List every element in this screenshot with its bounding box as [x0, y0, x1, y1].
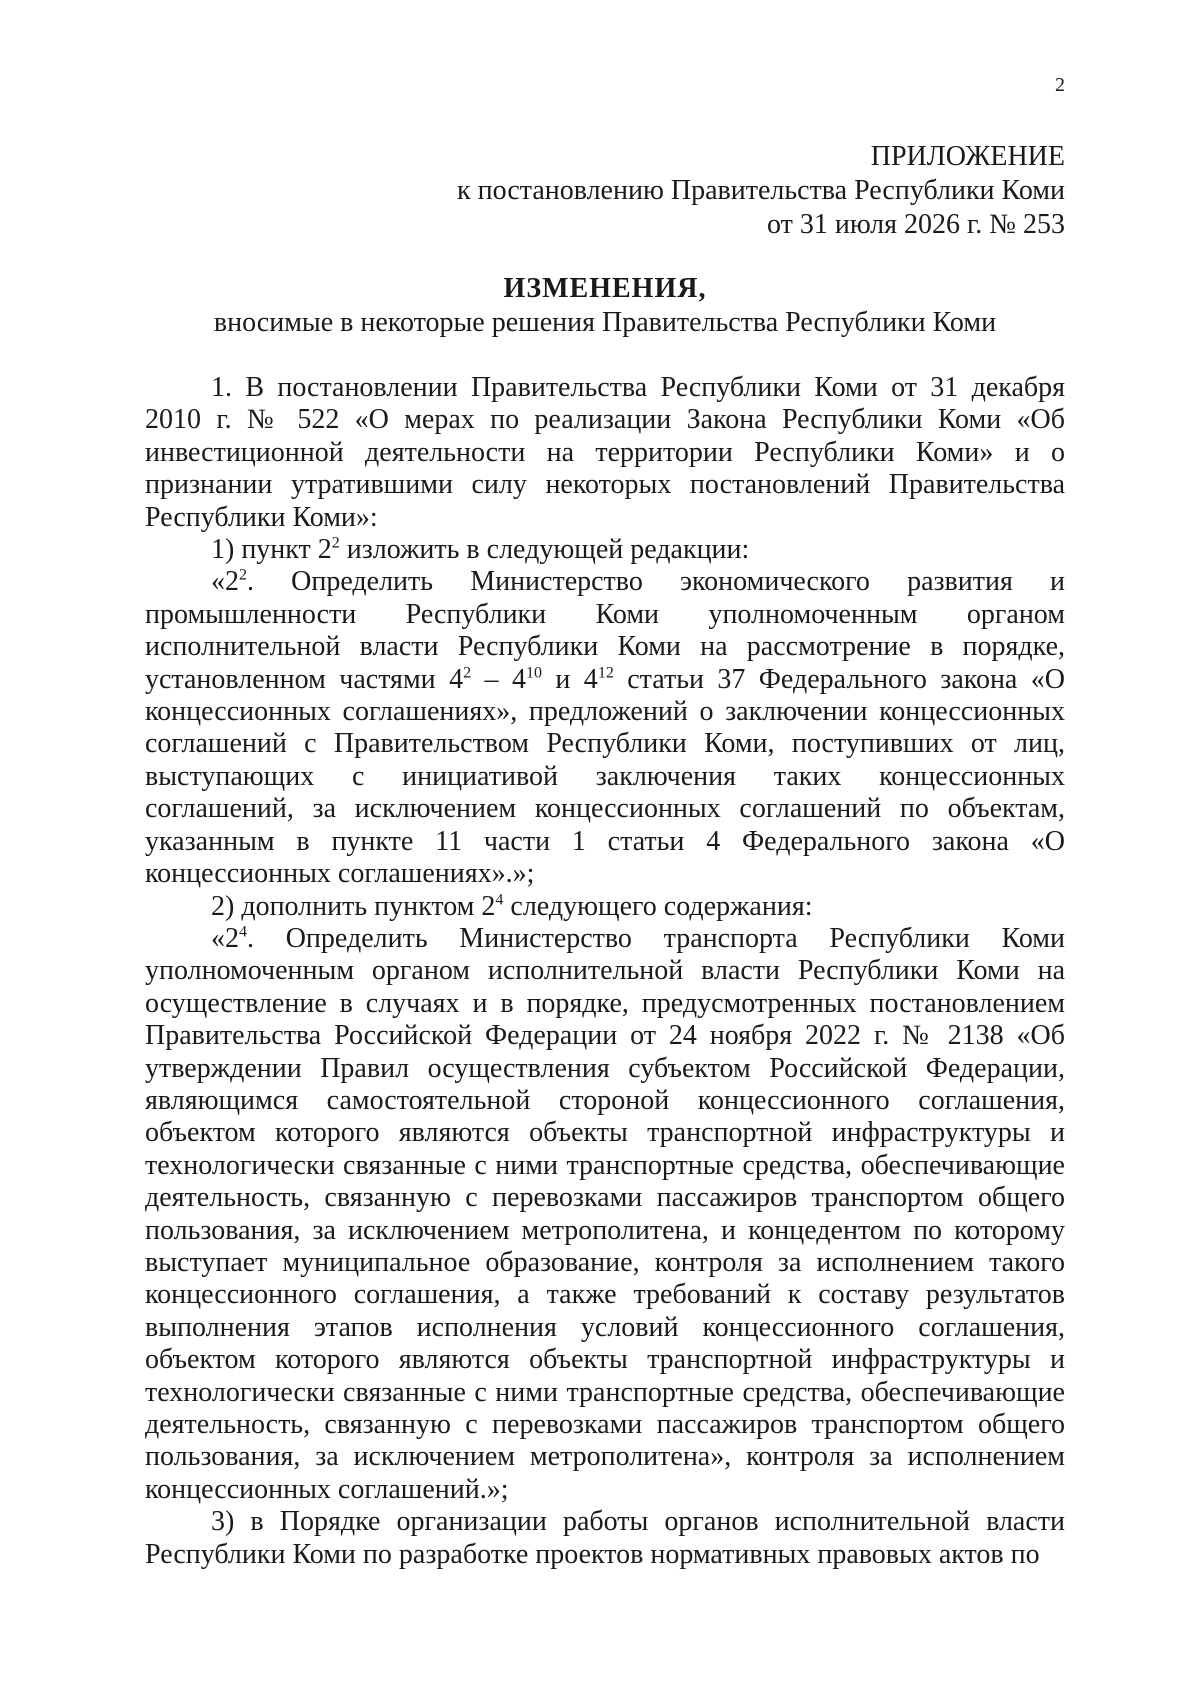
paragraph-subitem-3: 3) в Порядке организации работы органов исполнительной власти Республики Коми по разработке проектов нормативных правовых актов по: [145, 1506, 1065, 1570]
paragraph-subitem-2: 2) дополнить пунктом $2^4$ следующего содержания:: [211, 890, 813, 922]
document-title: ИЗМЕНЕНИЯ,: [503, 273, 707, 304]
page-number: 2: [1055, 74, 1065, 96]
paragraph-point-2-2: «$2^2$. Определить Министерство экономического развития и промышленности Республики Коми уполномоченным органом исполнительной власти Республики Коми на рассмотрение в порядке, установленном частями $4^2 - 4^{10}$ и $4^{12}$ статьи 37 Федерального закона «О концессионных соглашениях», предложений о заключении концессионных соглашений с Правительством Республики Коми, поступивших от лиц, выступающих с инициативой заключения таких концессионных соглашений, за исключением концессионных соглашений по объектам, указанным в пункте 11 части 1 статьи 4 Федерального закона «О концессионных соглашениях».»;: [145, 566, 1066, 890]
appendix-heading: ПРИЛОЖЕНИЕ: [870, 141, 1065, 172]
paragraph-item-1: 1. В постановлении Правительства Республики Коми от 31 декабря 2010 г. № 522 «О мерах по реализации Закона Республики Коми «Об инвестиционной деятельности на территории Республики Коми» и о признании утратившими силу некоторых постановлений Правительства Республики Коми»:: [145, 372, 1065, 533]
document-subtitle: вносимые в некоторые решения Правительства Республики Коми: [213, 307, 997, 338]
paragraph-point-2-4: «$2^4$. Определить Министерство транспорта Республики Коми уполномоченным органом исполнительной власти Республики Коми на осуществление в случаях и в порядке, предусмотренных постановлением Правительства Российской Федерации от 24 ноября 2022 г. № 2138 «Об утверждении Правил осуществления субъектом Российской Федерации, являющимся самостоятельной стороной концессионного соглашения, объектом которого являются объекты транспортной инфраструктуры и технологически связанные с ними транспортные средства, обеспечивающие деятельность, связанную с перевозками пассажиров транспортом общего пользования, за исключением метрополитена, и концедентом по которому выступает муниципальное образование, контроля за исполнением такого концессионного соглашения, а также требований к составу результатов выполнения этапов исполнения условий концессионного соглашения, объектом которого являются объекты транспортной инфраструктуры и технологически связанные с ними транспортные средства, обеспечивающие деятельность, связанную с перевозками пассажиров транспортом общего пользования, за исключением метрополитена», контроля за исполнением концессионных соглашений.»;: [145, 922, 1065, 1505]
appendix-date-number: от 31 июля 2026 г. № 253: [767, 209, 1065, 240]
paragraph-subitem-1: 1) пункт $2^2$ изложить в следующей редакции:: [211, 534, 750, 566]
appendix-reference: к постановлению Правительства Республики Коми: [457, 175, 1065, 206]
title-block: [145, 272, 1065, 340]
appendix-header: [365, 140, 1065, 242]
document-body: [145, 372, 1065, 1571]
